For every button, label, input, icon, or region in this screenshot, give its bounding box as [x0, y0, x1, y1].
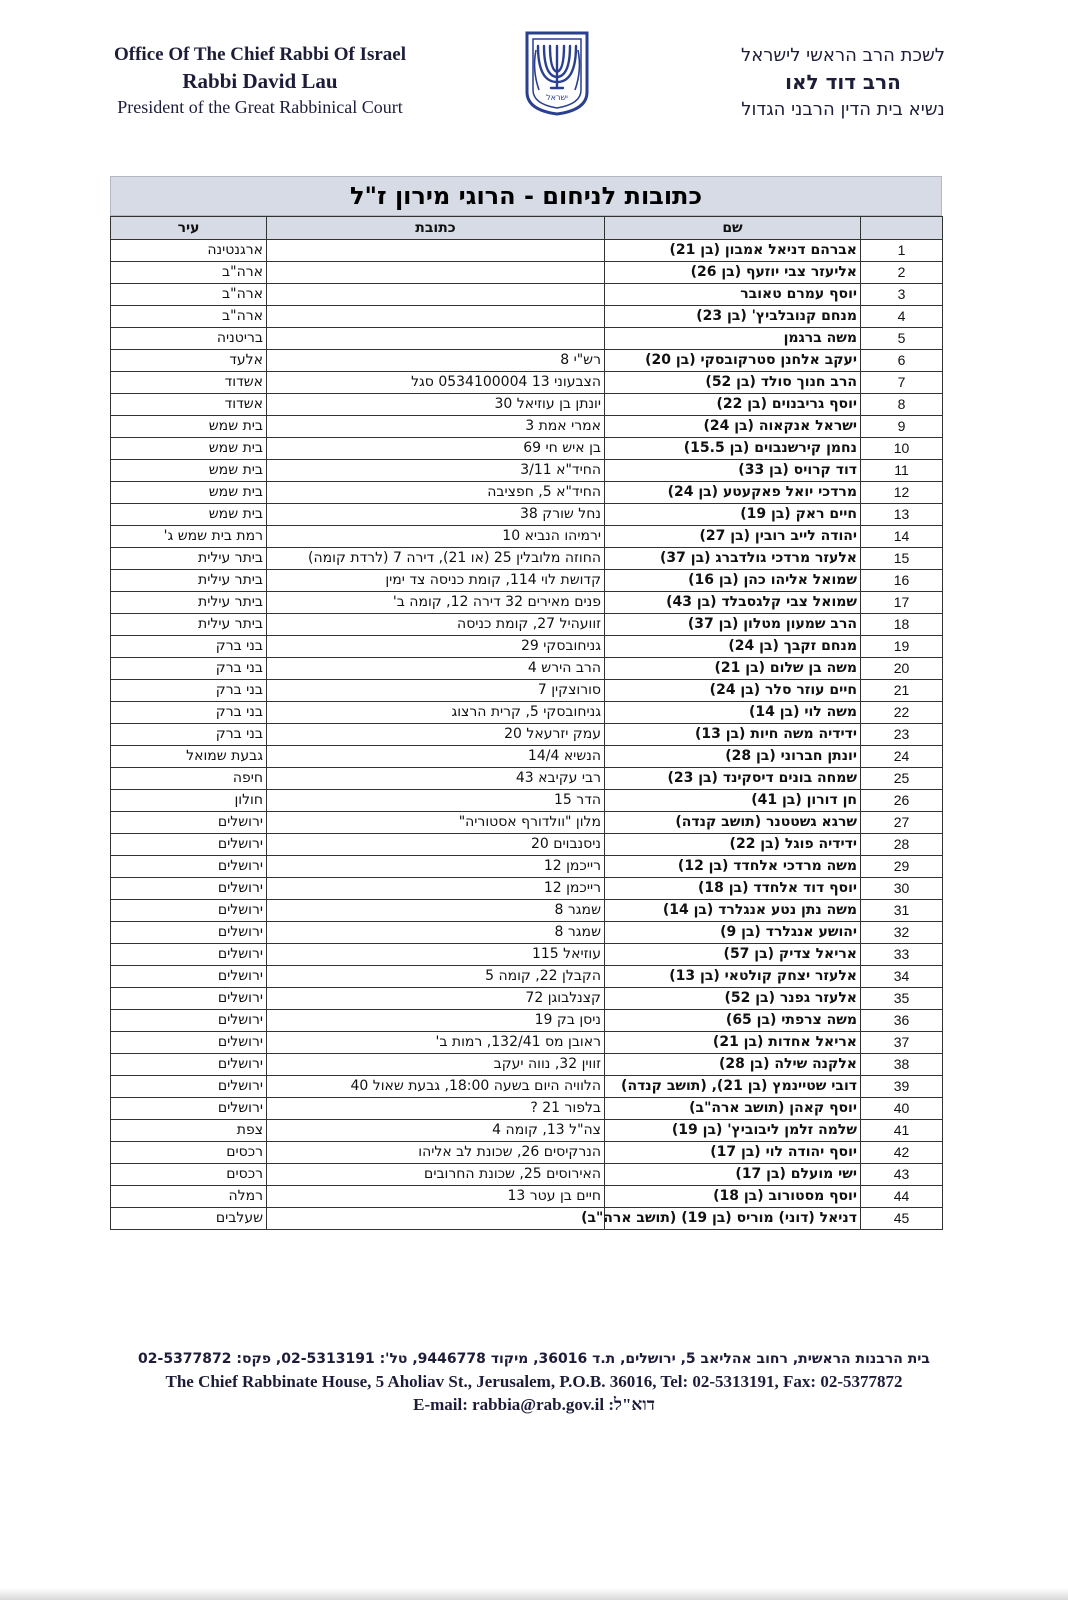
table-row	[111, 262, 943, 284]
row-address: הקבלן 22, קומה 5	[267, 966, 605, 988]
row-name: ידידיה פוגל (בן 22)	[605, 834, 861, 856]
row-address: הרב הירש 4	[267, 658, 605, 680]
row-name: יונתן חברוני (בן 28)	[605, 746, 861, 768]
row-city: ארה"ב	[111, 306, 267, 328]
row-address: החיד"א 5, חפציבה	[267, 482, 605, 504]
row-name: אריאל אחדות (בן 21)	[605, 1032, 861, 1054]
row-name: הרב חנוך סולד (בן 52)	[605, 372, 861, 394]
row-city: ארה"ב	[111, 284, 267, 306]
table-row	[111, 1164, 943, 1186]
row-city: חולון	[111, 790, 267, 812]
row-number: 43	[861, 1164, 943, 1186]
row-city: ירושלים	[111, 856, 267, 878]
row-city: ירושלים	[111, 1076, 267, 1098]
row-city: ארגנטינה	[111, 240, 267, 262]
row-number: 31	[861, 900, 943, 922]
row-number: 21	[861, 680, 943, 702]
row-address: רש"י 8	[267, 350, 605, 372]
row-city: רמת בית שמש ג'	[111, 526, 267, 548]
row-name: שמחה בונים דיסקינד (בן 23)	[605, 768, 861, 790]
table-row	[111, 372, 943, 394]
row-name: יוסף דוד אלחדד (בן 18)	[605, 878, 861, 900]
row-city: בני ברק	[111, 724, 267, 746]
row-number: 34	[861, 966, 943, 988]
row-number: 5	[861, 328, 943, 350]
table-row	[111, 570, 943, 592]
row-address: אמרי אמת 3	[267, 416, 605, 438]
row-city: אשדוד	[111, 394, 267, 416]
table-row	[111, 482, 943, 504]
table-row	[111, 790, 943, 812]
row-city: ירושלים	[111, 878, 267, 900]
table-row	[111, 834, 943, 856]
row-name: שלמה זלמן ליבוביץ' (בן 19)	[605, 1120, 861, 1142]
row-name: משה צרפתי (בן 65)	[605, 1010, 861, 1032]
row-name: חיים עוזר סלר (בן 24)	[605, 680, 861, 702]
header-address: כתובת	[267, 217, 605, 240]
row-number: 8	[861, 394, 943, 416]
row-city: גבעת שמואל	[111, 746, 267, 768]
table-row	[111, 1098, 943, 1120]
row-address: החוזה מלובלין 25 (או 21), דירה 7 (לרדת קומה)	[267, 548, 605, 570]
table-row	[111, 658, 943, 680]
table-row	[111, 1054, 943, 1076]
row-number: 45	[861, 1208, 943, 1230]
row-number: 20	[861, 658, 943, 680]
header-city: עיר	[111, 217, 267, 240]
row-name: יוסף עמרם טאובר	[605, 284, 861, 306]
table-row	[111, 306, 943, 328]
row-name: יוסף מסטורוב (בן 18)	[605, 1186, 861, 1208]
row-number: 4	[861, 306, 943, 328]
row-city: ביתר עילית	[111, 592, 267, 614]
row-address: הלוויה היום בשעה 18:00, גבעת שאול 40	[267, 1076, 605, 1098]
row-number: 19	[861, 636, 943, 658]
row-address: זווין 32, נווה יעקב	[267, 1054, 605, 1076]
table-title: כתובות לניחום - הרוגי מירון ז"ל	[110, 176, 942, 216]
letterhead-name-en: Rabbi David Lau	[182, 69, 338, 93]
row-number: 22	[861, 702, 943, 724]
row-number: 41	[861, 1120, 943, 1142]
table-row	[111, 944, 943, 966]
table-row	[111, 746, 943, 768]
table-row	[111, 1120, 943, 1142]
table-row	[111, 768, 943, 790]
table-row	[111, 1186, 943, 1208]
row-address: ניסן בק 19	[267, 1010, 605, 1032]
row-address: הדר 15	[267, 790, 605, 812]
row-number: 24	[861, 746, 943, 768]
row-number: 32	[861, 922, 943, 944]
table-row	[111, 878, 943, 900]
row-city: בני ברק	[111, 658, 267, 680]
row-address: מלון "וולדורף אסטוריה"	[267, 812, 605, 834]
row-name: שמואל צבי קלגסבלד (בן 43)	[605, 592, 861, 614]
row-city: חיפה	[111, 768, 267, 790]
row-name: אלעזר גפנר (בן 52)	[605, 988, 861, 1010]
table-row	[111, 812, 943, 834]
row-number: 7	[861, 372, 943, 394]
table-row	[111, 1010, 943, 1032]
row-address: עוזיאל 115	[267, 944, 605, 966]
row-city: ירושלים	[111, 834, 267, 856]
row-number: 12	[861, 482, 943, 504]
row-name: חן דורון (בן 41)	[605, 790, 861, 812]
header-name: שם	[605, 217, 861, 240]
row-city: ירושלים	[111, 1098, 267, 1120]
row-city: בית שמש	[111, 416, 267, 438]
row-name: יהושע אנגלרד (בן 9)	[605, 922, 861, 944]
row-address: קצנלבוגן 72	[267, 988, 605, 1010]
row-city: רכסים	[111, 1142, 267, 1164]
row-number: 39	[861, 1076, 943, 1098]
row-city: רכסים	[111, 1164, 267, 1186]
letterhead-title-he: נשיא בית הדין הרבני הגדול	[741, 99, 945, 120]
table-row	[111, 504, 943, 526]
row-name: שרגא גשטטנר (תושב קנדה)	[605, 812, 861, 834]
row-number: 2	[861, 262, 943, 284]
row-city: ירושלים	[111, 1010, 267, 1032]
row-number: 28	[861, 834, 943, 856]
row-city: ירושלים	[111, 922, 267, 944]
row-name: יהודה לייב רובין (בן 27)	[605, 526, 861, 548]
row-address: ניסנבוים 20	[267, 834, 605, 856]
condolence-table-section	[110, 176, 942, 1230]
row-city: ירושלים	[111, 966, 267, 988]
table-row	[111, 460, 943, 482]
row-name: יוסף קאהן (תושב ארה"ב)	[605, 1098, 861, 1120]
row-city: שעלבים	[111, 1208, 267, 1230]
row-address: יונתן בן עוזיאל 30	[267, 394, 605, 416]
row-name: משה לוי (בן 14)	[605, 702, 861, 724]
row-number: 36	[861, 1010, 943, 1032]
row-number: 18	[861, 614, 943, 636]
row-address	[267, 1208, 605, 1230]
row-name: מנחם זקבך (בן 24)	[605, 636, 861, 658]
row-name: דובי שטיינמץ (בן 21), (תושב קנדה)	[605, 1076, 861, 1098]
row-city: ירושלים	[111, 900, 267, 922]
table-row	[111, 966, 943, 988]
row-name: אברהם דניאל אמבון (בן 21)	[605, 240, 861, 262]
row-address: גניחובסקי 5, קרית הרצוג	[267, 702, 605, 724]
row-name: משה בן שלום (בן 21)	[605, 658, 861, 680]
footer-hebrew-address: בית הרבנות הראשית, רחוב אהליאב 5, ירושלים, ת.ד 36016, מיקוד 9446778, טל': 02-5313191, פקס: 02-5377872	[138, 1351, 930, 1367]
row-city: רמלה	[111, 1186, 267, 1208]
row-city: ביתר עילית	[111, 614, 267, 636]
table-row	[111, 1032, 943, 1054]
row-city: ירושלים	[111, 1032, 267, 1054]
row-name: משה ברגמן	[605, 328, 861, 350]
row-name: דניאל (דוני) מוריס (בן 19) (תושב ארה"ב)	[605, 1208, 861, 1230]
row-number: 16	[861, 570, 943, 592]
row-name: אליעזר צבי יוזעף (בן 26)	[605, 262, 861, 284]
row-address	[267, 284, 605, 306]
page-bottom-edge	[0, 1588, 1068, 1600]
row-address: רייכמן 12	[267, 878, 605, 900]
row-name: משה נתן נטע אנגלרד (בן 14)	[605, 900, 861, 922]
row-number: 27	[861, 812, 943, 834]
row-number: 38	[861, 1054, 943, 1076]
row-number: 35	[861, 988, 943, 1010]
row-number: 1	[861, 240, 943, 262]
row-number: 30	[861, 878, 943, 900]
row-city: בני ברק	[111, 702, 267, 724]
row-name: אלעזר מרדכי גולדברג (בן 37)	[605, 548, 861, 570]
row-name: ישי מועלם (בן 17)	[605, 1164, 861, 1186]
row-number: 17	[861, 592, 943, 614]
table-row	[111, 526, 943, 548]
row-number: 26	[861, 790, 943, 812]
row-city: ירושלים	[111, 1054, 267, 1076]
row-address: רבי עקיבא 43	[267, 768, 605, 790]
row-city: בני ברק	[111, 636, 267, 658]
row-address: האירוסים 25, שכונת החרובים	[267, 1164, 605, 1186]
table-row	[111, 900, 943, 922]
row-address: סורוצקין 7	[267, 680, 605, 702]
table-row	[111, 922, 943, 944]
letterhead-office-en: Office Of The Chief Rabbi Of Israel	[113, 44, 406, 65]
row-name: חיים ראק (בן 19)	[605, 504, 861, 526]
row-address: עמק יזרעאל 20	[267, 724, 605, 746]
row-address	[267, 262, 605, 284]
row-city: ירושלים	[111, 988, 267, 1010]
row-city: בית שמש	[111, 460, 267, 482]
row-address	[267, 240, 605, 262]
row-address: זוועהיל 27, קומת כניסה	[267, 614, 605, 636]
table-row	[111, 856, 943, 878]
row-address: רייכמן 12	[267, 856, 605, 878]
row-address: צה"ל 13, קומה 4	[267, 1120, 605, 1142]
table-header-row	[111, 217, 943, 240]
row-address	[267, 306, 605, 328]
row-address: שמגר 8	[267, 900, 605, 922]
table-row	[111, 680, 943, 702]
row-address: חיים בן עטר 13	[267, 1186, 605, 1208]
table-row	[111, 1208, 943, 1230]
addresses-table	[110, 216, 943, 1230]
row-number: 14	[861, 526, 943, 548]
row-city: אשדוד	[111, 372, 267, 394]
row-name: ידידיה משה חיות (בן 13)	[605, 724, 861, 746]
row-address: החיד"א 3/11	[267, 460, 605, 482]
table-body	[111, 240, 943, 1230]
row-address	[267, 328, 605, 350]
letterhead-office-he: לשכת הרב הראשי לישראל	[741, 45, 945, 66]
row-name: אלקנה שילה (בן 28)	[605, 1054, 861, 1076]
row-city: בית שמש	[111, 482, 267, 504]
row-city: אלעד	[111, 350, 267, 372]
row-address: הנרקיסים 26, שכונת לב אליהו	[267, 1142, 605, 1164]
row-number: 9	[861, 416, 943, 438]
row-name: מרדכי יואל פאקעטע (בן 24)	[605, 482, 861, 504]
row-number: 6	[861, 350, 943, 372]
table-row	[111, 548, 943, 570]
letterhead-hebrew	[693, 42, 993, 123]
row-number: 37	[861, 1032, 943, 1054]
letterhead-name-he: הרב דוד לאו	[785, 70, 901, 94]
table-row	[111, 416, 943, 438]
row-city: בריטניה	[111, 328, 267, 350]
emblem-text: ישראל	[546, 93, 568, 102]
row-name: הרב שמעון מטלון (בן 37)	[605, 614, 861, 636]
row-address: הנשיא 14/4	[267, 746, 605, 768]
table-row	[111, 350, 943, 372]
table-row	[111, 614, 943, 636]
row-address: ירמיהו הנביא 10	[267, 526, 605, 548]
row-city: צפת	[111, 1120, 267, 1142]
row-name: יעקב אלחנן סטרקובסקי (בן 20)	[605, 350, 861, 372]
row-address: בן איש חי 69	[267, 438, 605, 460]
footer-email: E-mail: rabbia@rab.gov.il :דוא"ל	[413, 1395, 655, 1414]
row-city: ארה"ב	[111, 262, 267, 284]
table-row	[111, 592, 943, 614]
row-address: נחל שורק 38	[267, 504, 605, 526]
table-row	[111, 328, 943, 350]
footer-english-address: The Chief Rabbinate House, 5 Aholiav St., Jerusalem, P.O.B. 36016, Tel: 02-5313191, Fax: 02-5377872	[165, 1372, 903, 1391]
row-number: 40	[861, 1098, 943, 1120]
row-address: הצבעוני 13 0534100004 סגל	[267, 372, 605, 394]
row-number: 23	[861, 724, 943, 746]
row-number: 3	[861, 284, 943, 306]
row-number: 33	[861, 944, 943, 966]
row-number: 13	[861, 504, 943, 526]
table-row	[111, 988, 943, 1010]
row-name: אלעזר יצחק קולטאי (בן 13)	[605, 966, 861, 988]
row-city: ירושלים	[111, 944, 267, 966]
state-emblem-icon	[523, 30, 591, 116]
row-address: גניחובסקי 29	[267, 636, 605, 658]
row-name: שמואל אליהו כהן (בן 16)	[605, 570, 861, 592]
row-city: בני ברק	[111, 680, 267, 702]
row-address: ראובן מס 132/41, רמות ב'	[267, 1032, 605, 1054]
row-number: 11	[861, 460, 943, 482]
table-row	[111, 284, 943, 306]
row-name: יוסף גריבנוים (בן 22)	[605, 394, 861, 416]
table-row	[111, 394, 943, 416]
letterhead-english	[100, 42, 420, 120]
table-row	[111, 1076, 943, 1098]
row-city: ירושלים	[111, 812, 267, 834]
row-number: 25	[861, 768, 943, 790]
row-city: בית שמש	[111, 504, 267, 526]
row-city: ביתר עילית	[111, 570, 267, 592]
table-row	[111, 724, 943, 746]
row-name: משה מרדכי אלחדד (בן 12)	[605, 856, 861, 878]
row-number: 10	[861, 438, 943, 460]
table-row	[111, 636, 943, 658]
table-row	[111, 1142, 943, 1164]
row-name: ישראל אנקאוה (בן 24)	[605, 416, 861, 438]
row-address: קדושת לוי 114, קומת כניסה צד ימין	[267, 570, 605, 592]
row-number: 44	[861, 1186, 943, 1208]
header-number	[861, 217, 943, 240]
row-city: בית שמש	[111, 438, 267, 460]
row-city: ביתר עילית	[111, 548, 267, 570]
row-address: בלפור 21 ?	[267, 1098, 605, 1120]
table-row	[111, 438, 943, 460]
table-row	[111, 702, 943, 724]
row-address: פנים מאירים 32 דירה 12, קומה ב'	[267, 592, 605, 614]
row-name: מנחם קנובלביץ' (בן 23)	[605, 306, 861, 328]
row-number: 29	[861, 856, 943, 878]
row-number: 42	[861, 1142, 943, 1164]
row-number: 15	[861, 548, 943, 570]
row-name: יוסף יהודה לוי (בן 17)	[605, 1142, 861, 1164]
table-row	[111, 240, 943, 262]
row-name: נחמן קירשנבוים (בן 15.5)	[605, 438, 861, 460]
row-address: שמגר 8	[267, 922, 605, 944]
letterhead-title-en: President of the Great Rabbinical Court	[117, 97, 403, 117]
row-name: אריאל צדיק (בן 57)	[605, 944, 861, 966]
row-name: דוד קרויס (בן 33)	[605, 460, 861, 482]
